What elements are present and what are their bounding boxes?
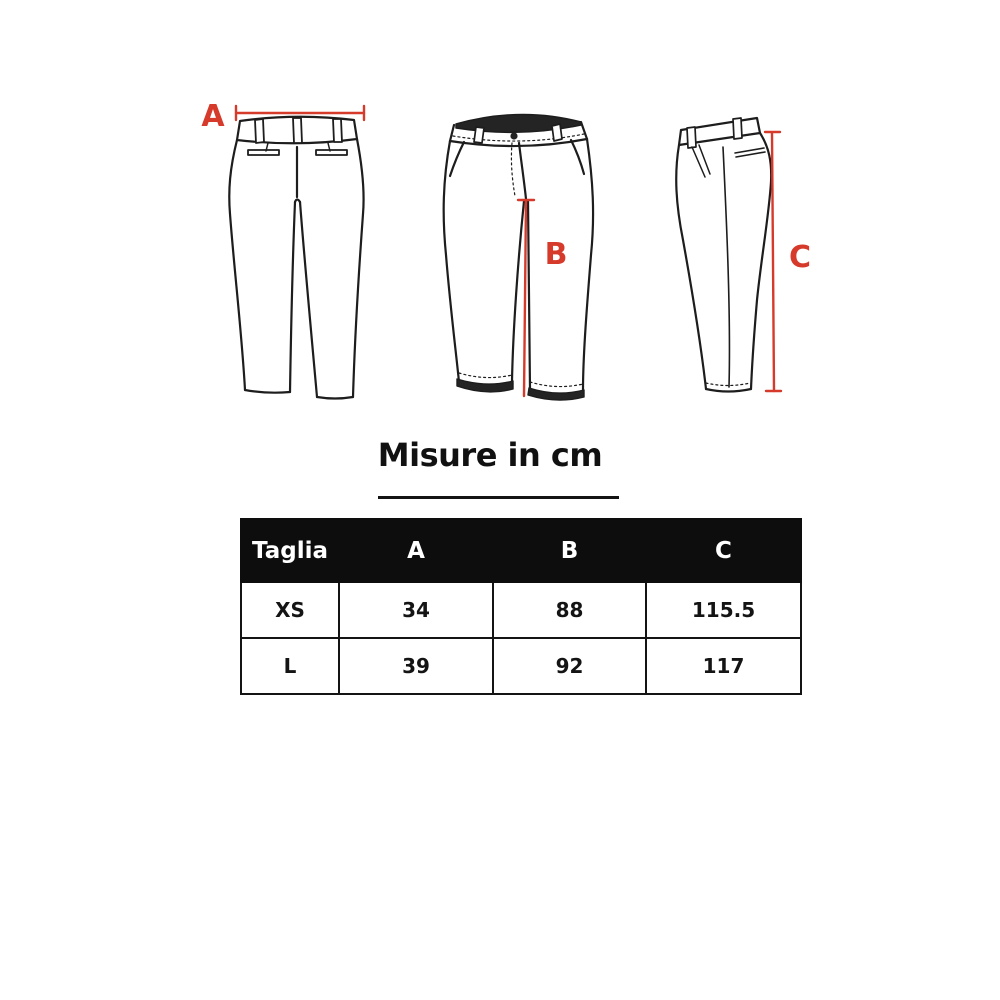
cell-xs-a: 34 <box>339 582 493 638</box>
title-underline <box>378 496 619 499</box>
cell-l-c: 117 <box>646 638 801 694</box>
header-b: B <box>493 519 646 582</box>
cell-xs-b: 88 <box>493 582 646 638</box>
cell-size-l: L <box>241 638 339 694</box>
header-c: C <box>646 519 801 582</box>
cell-l-b: 92 <box>493 638 646 694</box>
measure-label-a: A <box>201 99 225 134</box>
table-row-xs <box>241 582 801 638</box>
size-table <box>240 518 802 695</box>
header-taglia: Taglia <box>241 519 339 582</box>
pants-side-view-drawing <box>676 118 771 392</box>
measure-label-c: C <box>788 240 812 275</box>
cell-size-xs: XS <box>241 582 339 638</box>
cell-xs-c: 115.5 <box>646 582 801 638</box>
size-table-header-row <box>241 519 801 582</box>
measure-label-b: B <box>544 237 568 272</box>
header-a: A <box>339 519 493 582</box>
cell-l-a: 39 <box>339 638 493 694</box>
measure-line-c <box>765 132 781 391</box>
table-row-l <box>241 638 801 694</box>
page-title: Misure in cm <box>377 436 603 474</box>
pants-back-view-drawing <box>229 117 363 399</box>
